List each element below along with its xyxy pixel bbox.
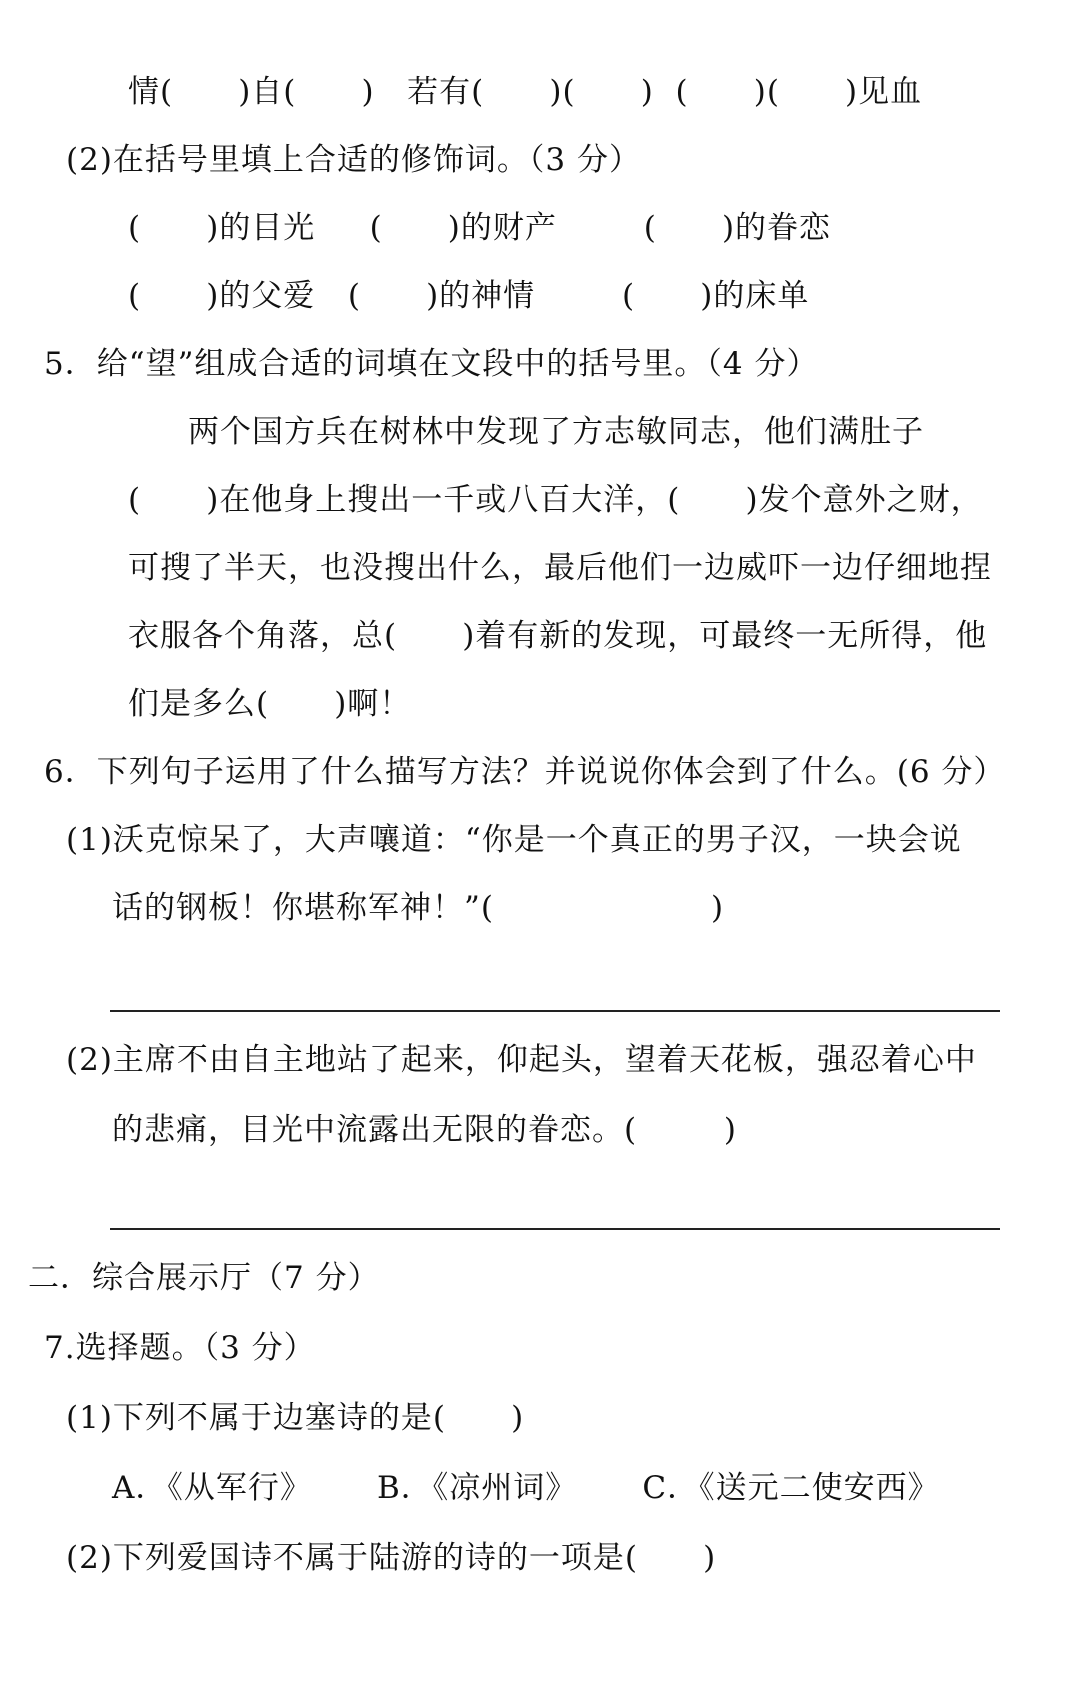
passage-line-4: 衣服各个角落，总( )着有新的发现，可最终一无所得，他: [128, 618, 988, 654]
question-7-prompt: 7.选择题。（3 分）: [44, 1330, 316, 1366]
passage-line-3: 可搜了半天，也没搜出什么，最后他们一边威吓一边仔细地捏: [128, 550, 992, 586]
question-7-1-options: A．《从军行》 B．《凉州词》 C．《送元二使安西》: [112, 1470, 940, 1506]
question-6-prompt: 6．下列句子运用了什么描写方法？并说说你体会到了什么。(6 分）: [44, 754, 1006, 790]
passage-line-5: 们是多么( )啊！: [128, 686, 412, 722]
question-7-1-prompt: (1)下列不属于边塞诗的是( ): [66, 1400, 525, 1436]
question-5-prompt: 5．给“望”组成合适的词填在文段中的括号里。（4 分）: [44, 346, 819, 382]
question-4-2-prompt: (2)在括号里填上合适的修饰词。（3 分）: [66, 142, 641, 178]
modifier-fill-row-2: ( )的父爱 ( )的神情 ( )的床单: [128, 278, 810, 314]
question-6-1-line-2: 话的钢板！你堪称军神！”( ): [112, 890, 725, 926]
answer-line-2: [110, 1228, 1000, 1230]
passage-line-2: ( )在他身上搜出一千或八百大洋，( )发个意外之财，: [128, 482, 983, 518]
answer-line-1: [110, 1010, 1000, 1012]
question-6-1-line-1: (1)沃克惊呆了，大声嚷道：“你是一个真正的男子汉，一块会说: [66, 822, 962, 858]
section-2-heading: 二．综合展示厅（7 分）: [28, 1260, 380, 1296]
idiom-fill-row: 情( )自( ) 若有( )( ) ( )( )见血: [128, 74, 923, 110]
question-6-2-line-1: (2)主席不由自主地站了起来，仰起头，望着天花板，强忍着心中: [66, 1042, 977, 1078]
question-6-2-line-2: 的悲痛，目光中流露出无限的眷恋。( ): [112, 1112, 738, 1148]
passage-line-1: 两个国方兵在树林中发现了方志敏同志，他们满肚子: [188, 414, 924, 450]
modifier-fill-row-1: ( )的目光 ( )的财产 ( )的眷恋: [128, 210, 832, 246]
question-7-2-prompt: (2)下列爱国诗不属于陆游的诗的一项是( ): [66, 1540, 717, 1576]
